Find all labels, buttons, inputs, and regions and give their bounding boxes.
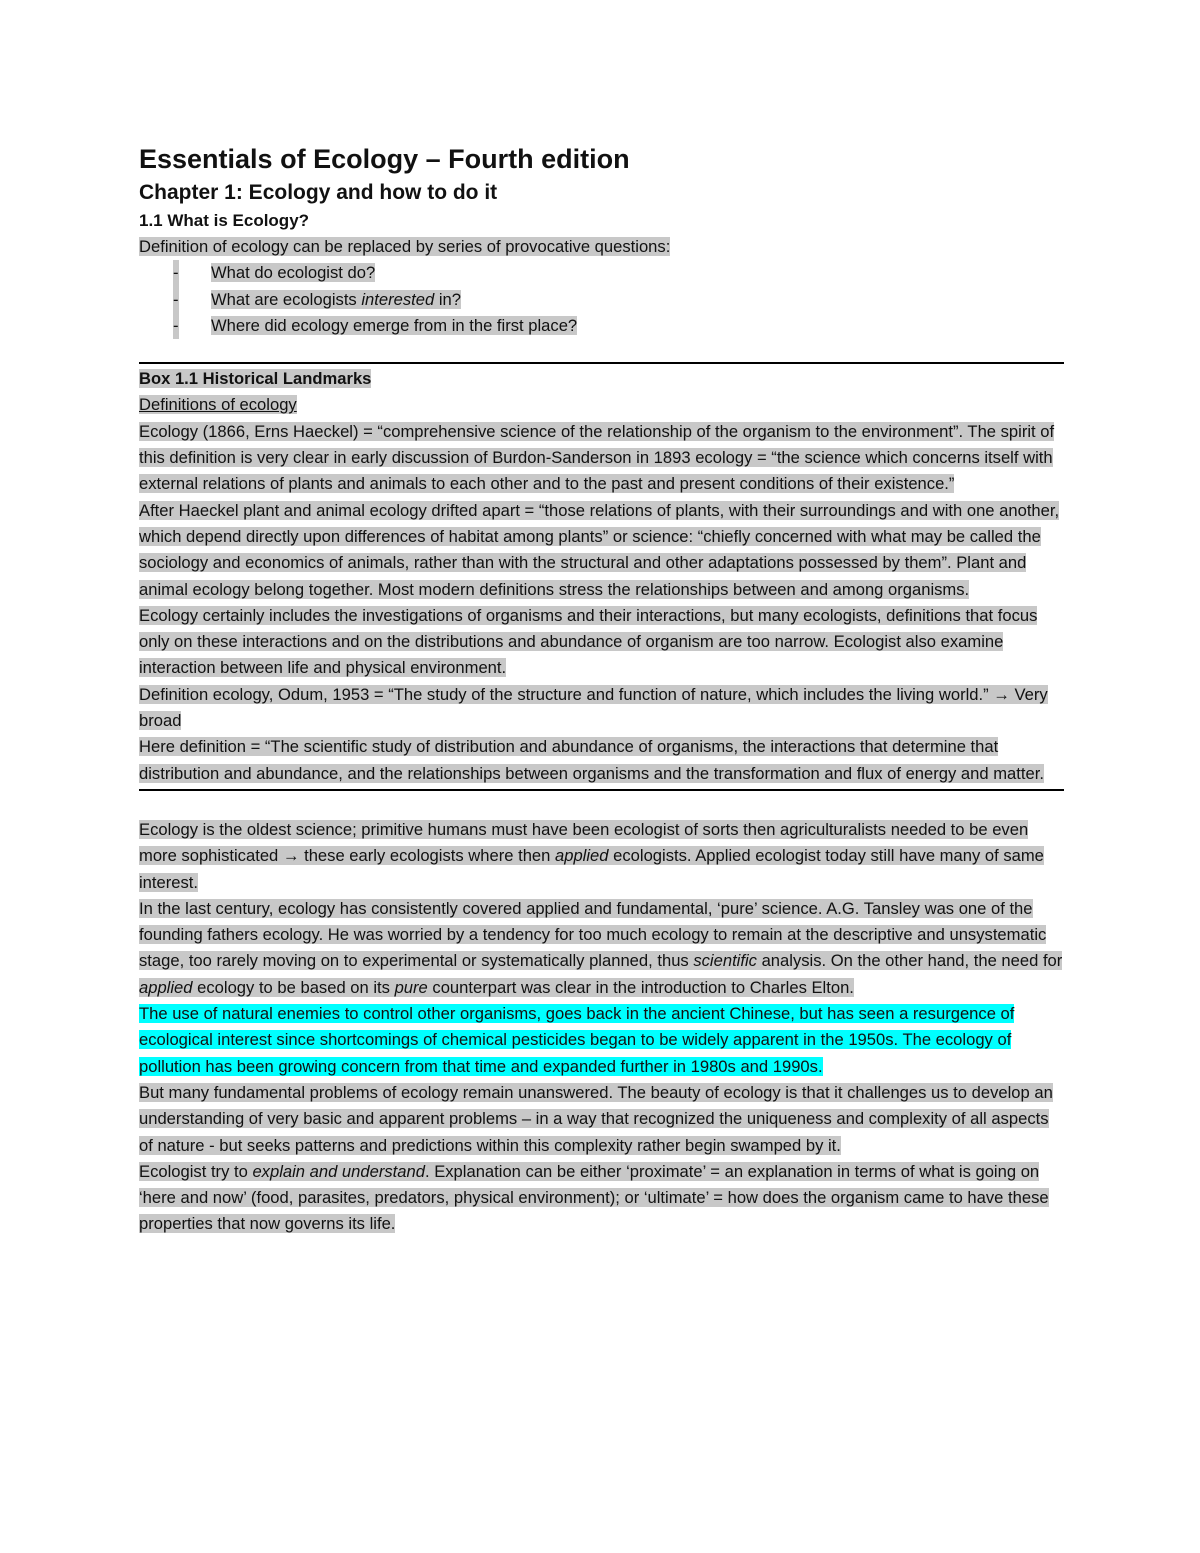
dash-bullet: - <box>173 260 179 286</box>
question-1: What do ecologist do? <box>211 263 376 283</box>
p2-part-c: ecology to be based on its <box>192 977 395 997</box>
p2-emphasis-2: applied <box>139 977 193 997</box>
chapter-heading: Chapter 1: Ecology and how to do it <box>139 181 498 204</box>
questions-list <box>139 260 1064 339</box>
box-paragraph-5-text: Here definition = “The scientific study of distribution and abundance of organisms, the interactions that determine that distribution and abundance, and the relationships between organisms and the transformation and flux of energy and matter. <box>139 737 1044 783</box>
box-paragraph-3-text: Ecology certainly includes the investigations of organisms and their interactions, but many ecologists, definitions that focus only on these interactions and on the distributions and abundance of organism are too narrow. Ecologist also examine interaction between life and physical environment. <box>139 605 1038 678</box>
list-item <box>139 260 1064 286</box>
p2-part-a: In the last century, ecology has consistently covered applied and fundamental, ‘pure’ science. A.G. Tansley was one of the founding fathers ecology. He was worried by a tendency for too much ecology to remain at the descriptive and unsystematic stage, too rarely moving on to experimental or systematically planned, thus <box>139 898 1047 971</box>
box-paragraph-4 <box>139 682 1064 735</box>
p5-emphasis: explain and understand <box>252 1161 425 1181</box>
box-paragraph-2-text: After Haeckel plant and animal ecology drifted apart = “those relations of plants, with their surroundings and with one another, which depend directly upon differences of habitat among plants” or science: “chiefly concerned with what may be called the sociology and economics of animals, rather than with the structural and other adaptations possessed by them”. Plant and animal ecology belong together. Most modern definitions stress the relationships between and among organisms. <box>139 500 1060 599</box>
p2-part-b: analysis. On the other hand, the need for <box>756 951 1063 971</box>
box-paragraph-2 <box>139 498 1064 603</box>
question-2-text: What are ecologists <box>211 289 362 309</box>
dash-bullet: - <box>173 313 179 339</box>
body-paragraph-5 <box>139 1159 1064 1238</box>
very-broad-note: Very broad <box>139 684 1048 731</box>
intro-paragraph <box>139 234 1064 260</box>
body-paragraph-1 <box>139 817 1064 896</box>
p1-middle: these early ecologists where then <box>299 846 555 866</box>
box-paragraph-1 <box>139 419 1064 498</box>
box-subtitle-line <box>139 392 1064 418</box>
list-item <box>139 287 1064 313</box>
box-title-line <box>139 366 1064 392</box>
spacer <box>139 791 1064 817</box>
document-title: Essentials of Ecology – Fourth edition <box>139 144 630 174</box>
box-paragraph-3 <box>139 603 1064 682</box>
question-2-end: in? <box>434 289 461 309</box>
question-2-emphasis: interested <box>361 289 435 309</box>
body-paragraph-1-text <box>139 820 1044 892</box>
dash-bullet: - <box>173 287 179 313</box>
body-paragraph-4 <box>139 1080 1064 1159</box>
p1-start: Ecology is the oldest science; primitive humans must have been ecologist of sorts then agriculturalists needed to be even more sophisticated <box>139 819 1029 866</box>
p5-end: . Explanation can be either ‘proximate’ = an explanation in terms of what is going on ‘here and now’ (food, parasites, predators, physical environment); or ‘ultimate’ = how does the organism came to have these properties that now governs its life. <box>139 1161 1049 1234</box>
section-heading: 1.1 What is Ecology? <box>139 211 310 230</box>
arrow-icon: → <box>282 846 300 866</box>
intro-text: Definition of ecology can be replaced by series of provocative questions: <box>139 237 671 256</box>
odum-definition: Definition ecology, Odum, 1953 = “The study of the structure and function of nature, which includes the living world.” <box>139 684 994 704</box>
p2-emphasis-3: pure <box>394 977 428 997</box>
p2-part-d: counterpart was clear in the introduction to Charles Elton. <box>427 977 854 997</box>
list-item <box>139 313 1064 339</box>
historical-landmarks-box <box>139 362 1064 791</box>
box-title: Box 1.1 Historical Landmarks <box>139 369 372 389</box>
box-paragraph-1-text: Ecology (1866, Erns Haeckel) = “comprehensive science of the relationship of the organism to the environment”. The spirit of this definition is very clear in early discussion of Burdon-Sanderson in 1893 ecology = “the science which concerns itself with external relations of plants and animals to each other and to the past and present conditions of their existence.” <box>139 421 1055 494</box>
p1-end: ecologists. Applied ecologist today still have many of same interest. <box>139 846 1044 892</box>
body-paragraph-4-text: But many fundamental problems of ecology remain unanswered. The beauty of ecology is that it challenges us to develop an understanding of very basic and apparent problems – in a way that recognized the uniqueness and complexity of all aspects of nature - but seeks patterns and predictions within this complexity rather begin swamped by it. <box>139 1082 1053 1155</box>
body-paragraph-2 <box>139 896 1064 1001</box>
cyan-highlighted-text: The use of natural enemies to control other organisms, goes back in the ancient Chinese, but has seen a resurgence of ecological interest since shortcomings of chemical pesticides began to be widely apparent in the 1950s. The ecology of pollution has been growing concern from that time and expanded further in 1980s and 1990s. <box>139 1004 1015 1076</box>
box-subtitle: Definitions of ecology <box>139 395 297 415</box>
arrow-icon: → <box>993 684 1010 704</box>
p5-start: Ecologist try to <box>139 1161 253 1181</box>
document-page <box>139 140 1064 1238</box>
body-paragraph-2-text <box>139 899 1062 997</box>
box-paragraph-4-text <box>139 685 1048 730</box>
question-2 <box>211 290 461 309</box>
question-3: Where did ecology emerge from in the first place? <box>211 315 578 335</box>
body-paragraph-5-text <box>139 1162 1049 1234</box>
box-paragraph-5 <box>139 734 1064 787</box>
body-paragraph-3 <box>139 1001 1064 1080</box>
p2-emphasis-1: scientific <box>693 951 757 971</box>
p1-emphasis: applied <box>555 846 609 866</box>
